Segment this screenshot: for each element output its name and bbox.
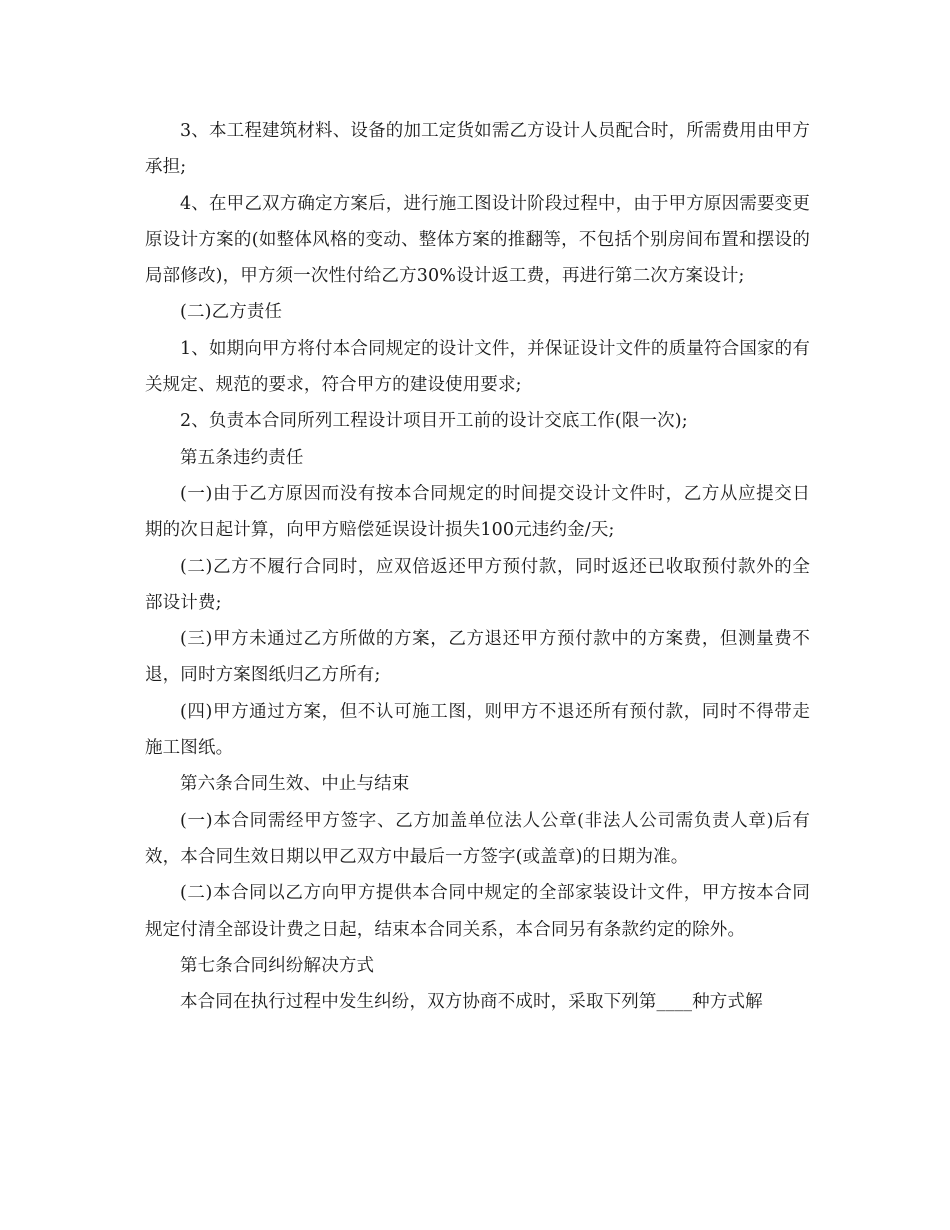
party-b-item-1: 1、如期向甲方将付本合同规定的设计文件，并保证设计文件的质量符合国家的有关规定、规范的要求，符合甲方的建设使用要求;	[145, 338, 810, 396]
article-6-item-1: (一)本合同需经甲方签字、乙方加盖单位法人公章(非法人公司需负责人章)后有效，本合同生效日期以甲乙双方中最后一方签字(或盖章)的日期为准。	[145, 810, 810, 867]
article-5-item-3: (三)甲方未通过乙方所做的方案，乙方退还甲方预付款中的方案费，但测量费不退，同时方案图纸归乙方所有;	[145, 629, 810, 686]
document-body	[145, 113, 810, 1020]
article-6-item-2: (二)本合同以乙方向甲方提供本合同中规定的全部家装设计文件，甲方按本合同规定付清全部设计费之日起，结束本合同关系，本合同另有条款约定的除外。	[145, 883, 810, 940]
clause-3-materials: 3、本工程建筑材料、设备的加工定货如需乙方设计人员配合时，所需费用由甲方承担;	[145, 121, 810, 178]
article-6-heading: 第六条合同生效、中止与结束	[180, 774, 410, 795]
article-5-heading: 第五条违约责任	[180, 447, 304, 468]
article-5-item-4: (四)甲方通过方案，但不认可施工图，则甲方不退还所有预付款，同时不得带走施工图纸。	[145, 701, 810, 759]
article-5-item-1: (一)由于乙方原因而没有按本合同规定的时间提交设计文件时，乙方从应提交日期的次日起计算，向甲方赔偿延误设计损失100元违约金/天;	[145, 483, 810, 541]
article-5-item-2: (二)乙方不履行合同时，应双倍返还甲方预付款，同时返还已收取预付款外的全部设计费;	[145, 556, 810, 613]
party-b-item-2: 2、负责本合同所列工程设计项目开工前的设计交底工作(限一次);	[180, 411, 688, 432]
clause-4-design-change: 4、在甲乙双方确定方案后，进行施工图设计阶段过程中，由于甲方原因需要变更原设计方案的(如整体风格的变动、整体方案的推翻等，不包括个别房间布置和摆设的局部修改)，甲方须一次性付给乙方30%设计返工费，再进行第二次方案设计;	[145, 193, 810, 287]
article-7-heading: 第七条合同纠纷解决方式	[180, 955, 375, 976]
article-7-body: 本合同在执行过程中发生纠纷，双方协商不成时，采取下列第____种方式解	[180, 992, 763, 1013]
section-party-b-responsibility: (二)乙方责任	[180, 302, 283, 323]
